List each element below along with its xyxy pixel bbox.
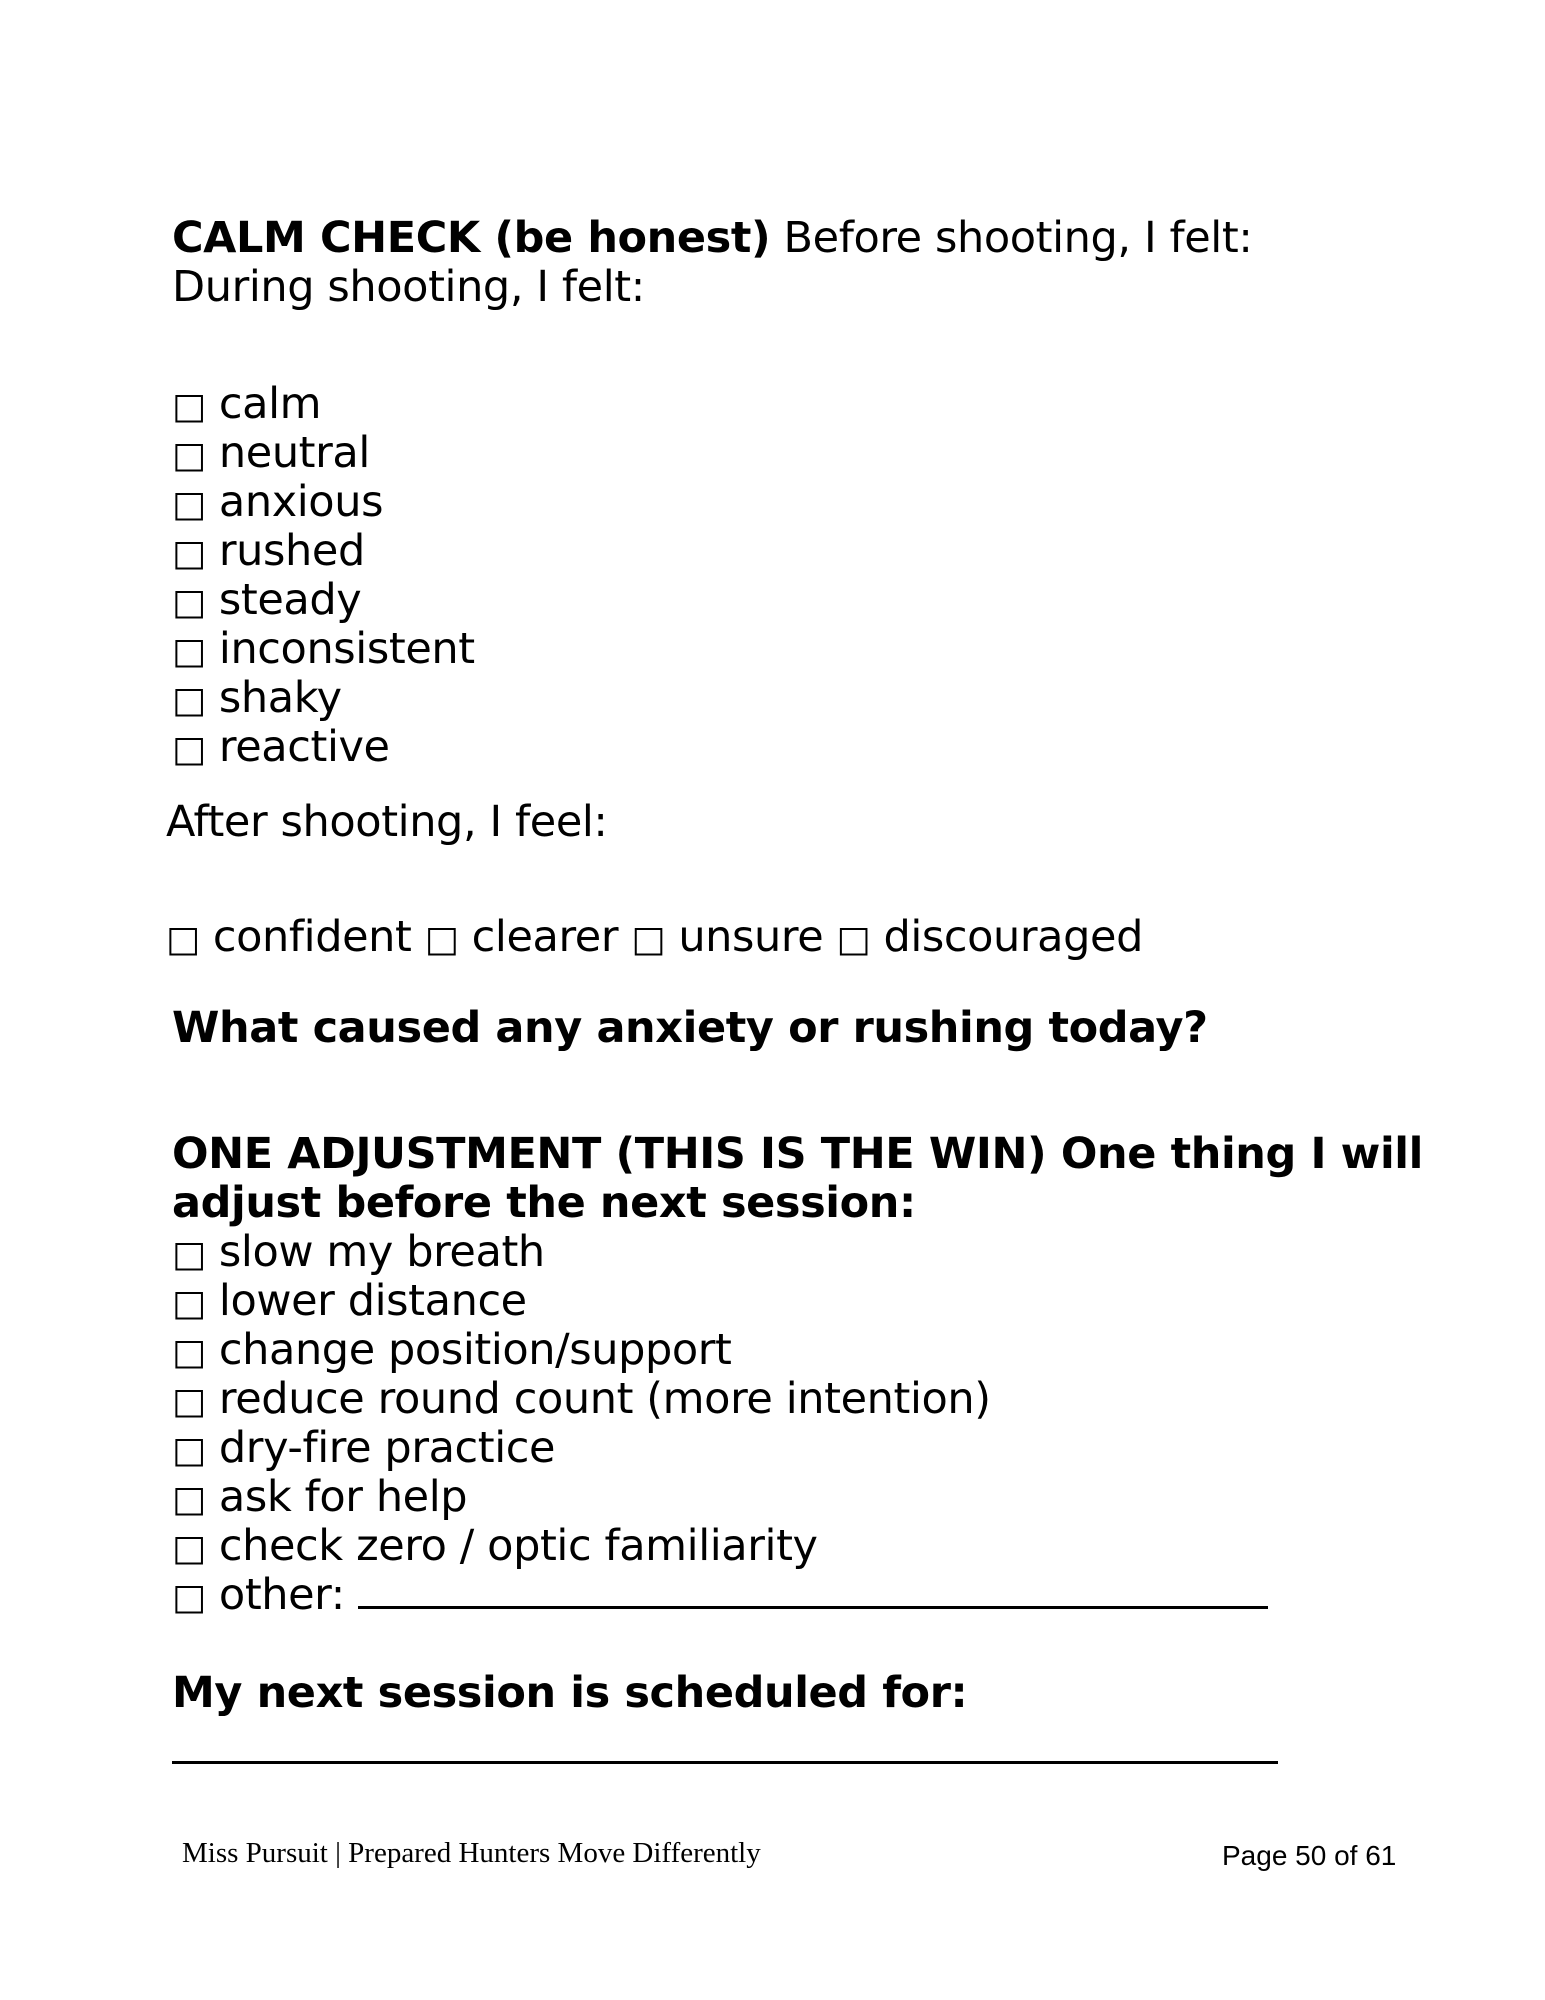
checkbox-icon[interactable]: □ — [836, 919, 871, 960]
checkbox-icon[interactable]: □ — [172, 1430, 206, 1471]
option-label: rushed — [218, 526, 365, 576]
checkbox-option-reduce-round-count[interactable] — [172, 1373, 991, 1428]
checkbox-option-lower-distance[interactable] — [172, 1275, 527, 1330]
before-shooting-prompt: Before shooting, I felt: — [783, 213, 1253, 263]
checkbox-icon[interactable]: □ — [172, 1234, 206, 1275]
checkbox-icon[interactable]: □ — [172, 680, 206, 721]
checkbox-option-clearer[interactable]: □ clearer — [424, 912, 619, 962]
checkbox-option-rushed[interactable] — [172, 525, 365, 580]
calm-check-header — [172, 212, 1252, 264]
checkbox-option-ask-help[interactable] — [172, 1471, 467, 1526]
checkbox-option-unsure[interactable]: □ unsure — [631, 912, 824, 962]
checkbox-icon[interactable]: □ — [172, 729, 206, 770]
option-label: anxious — [218, 477, 384, 527]
after-options-row — [166, 911, 1143, 966]
other-fill-in-line[interactable] — [358, 1570, 1268, 1609]
checkbox-icon[interactable]: □ — [424, 919, 459, 960]
checkbox-option-change-position[interactable] — [172, 1324, 732, 1379]
checkbox-icon[interactable]: □ — [172, 484, 206, 525]
option-label: steady — [218, 575, 362, 625]
page-number: Page 50 of 61 — [1222, 1840, 1397, 1871]
checkbox-icon[interactable]: □ — [172, 533, 206, 574]
checkbox-icon[interactable]: □ — [172, 1528, 206, 1569]
checkbox-option-discouraged[interactable]: □ discouraged — [836, 912, 1143, 962]
option-label: shaky — [218, 673, 342, 723]
checkbox-option-inconsistent[interactable] — [172, 623, 475, 678]
calm-check-heading: CALM CHECK (be honest) — [172, 213, 771, 263]
checkbox-icon[interactable]: □ — [631, 919, 666, 960]
during-shooting-prompt: During shooting, I felt: — [172, 262, 645, 312]
adjustment-heading-line2: adjust before the next session: — [172, 1178, 916, 1228]
option-label: inconsistent — [218, 624, 475, 674]
option-label: dry-fire practice — [218, 1423, 556, 1473]
checkbox-option-confident[interactable]: □ confident — [166, 912, 412, 962]
option-label: calm — [218, 379, 322, 429]
checkbox-icon[interactable]: □ — [172, 1283, 206, 1324]
checkbox-icon[interactable]: □ — [172, 435, 206, 476]
option-label: lower distance — [218, 1276, 527, 1326]
checkbox-icon[interactable]: □ — [172, 1479, 206, 1520]
checkbox-option-dry-fire[interactable] — [172, 1422, 555, 1477]
other-label: other: — [218, 1570, 345, 1620]
option-label: reduce round count (more intention) — [218, 1374, 991, 1424]
checkbox-option-neutral[interactable] — [172, 427, 370, 482]
checkbox-option-steady[interactable] — [172, 574, 361, 629]
option-label: reactive — [218, 722, 390, 772]
checkbox-option-shaky[interactable] — [172, 672, 342, 727]
option-label: neutral — [218, 428, 370, 478]
after-shooting-prompt: After shooting, I feel: — [166, 797, 608, 847]
checkbox-option-slow-breath[interactable] — [172, 1226, 545, 1281]
option-label: ask for help — [218, 1472, 468, 1522]
checkbox-option-calm[interactable] — [172, 378, 321, 433]
anxiety-question: What caused any anxiety or rushing today? — [172, 1003, 1208, 1053]
checkbox-icon[interactable]: □ — [166, 919, 200, 960]
checkbox-icon[interactable]: □ — [172, 1381, 206, 1422]
checkbox-icon[interactable]: □ — [172, 1332, 206, 1373]
checkbox-icon[interactable]: □ — [172, 386, 206, 427]
adjustment-heading-line1: ONE ADJUSTMENT (THIS IS THE WIN) One thing I will — [172, 1129, 1423, 1179]
checkbox-icon[interactable]: □ — [172, 631, 206, 672]
checkbox-option-other[interactable] — [172, 1569, 1268, 1624]
checkbox-option-reactive[interactable] — [172, 721, 390, 776]
footer-brand-text: Miss Pursuit | Prepared Hunters Move Differently — [182, 1837, 761, 1869]
option-label: change position/support — [218, 1325, 732, 1375]
checkbox-icon[interactable]: □ — [172, 582, 206, 623]
checkbox-option-anxious[interactable] — [172, 476, 383, 531]
next-session-label: My next session is scheduled for: — [172, 1668, 968, 1718]
checkbox-icon[interactable]: □ — [172, 1577, 206, 1618]
next-session-fill-in-line[interactable] — [172, 1761, 1278, 1764]
option-label: slow my breath — [218, 1227, 545, 1277]
checkbox-option-check-zero[interactable] — [172, 1520, 818, 1575]
option-label: check zero / optic familiarity — [218, 1521, 818, 1571]
